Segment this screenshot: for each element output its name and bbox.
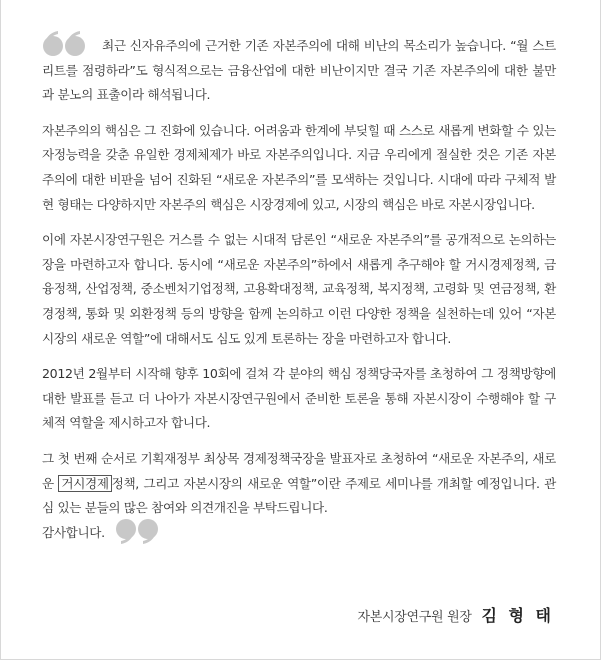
signature-block [357,603,554,626]
letter-body [42,34,556,556]
signature-title: 자본시장연구원 원장 [357,610,472,625]
paragraph-2: 자본주의의 핵심은 그 진화에 있습니다. 어려움과 한계에 부딪힐 때 스스로 새롭게 변화할 수 있는 자정능력을 갖춘 유일한 경제체제가 바로 자본주의입니다. 지금 우리에게 절실한 것은 기존 자본주의에 대한 비판을 넘어 진화된 “새로운 자본주의”를 모색하는 것입니다. 시대에 따라 구체적 발현 형태는 다양하지만 자본주의 핵심은 시장경제에 있고, 시장의 핵심은 바로 자본시장입니다. [42,122,556,212]
paragraph-3: 이에 자본시장연구원은 거스를 수 없는 시대적 담론인 “새로운 자본주의”를 공개적으로 논의하는 장을 마련하고자 합니다. 동시에 “새로운 자본주의”하에서 새롭게 추구해야 할 거시경제정책, 금융정책, 산업정책, 중소벤처기업정책, 고용확대정책, 교육정책, 복지정책, 고령화 및 연금정책, 환경정책, 통화 및 외환정책 등의 방향을 함께 논의하고 이런 다양한 정책을 실천하는데 있어 “자본시장의 새로운 역할”에 대해서도 심도 있게 토론하는 장을 마련하고자 합니다. [42,232,556,346]
paragraph-5: 그 첫 번째 순서로 기획재정부 최상목 경제정책국장을 발표자로 초청하여 “새로운 자본주의, 새로운 거시경제 정책, 그리고 자본시장의 새로운 역할”이란 주제로 세미나를 개최할 예정입니다. 관심 있는 분들의 많은 참여와 의견개진을 부탁드립니다. [42,450,556,516]
paragraph-1: 최근 신자유주의에 근거한 기존 자본주의에 대해 비난의 목소리가 높습니다. “월 스트리트를 점령하라”도 형식적으로는 금융산업에 대한 비난이지만 결국 기존 자본주의에 대한 불만과 분노의 표출이라 해석됩니다. [42,38,556,103]
close-quote-icon [113,517,159,545]
signature-name: 김 형 태 [481,606,554,625]
closing-line: 감사합니다. [42,521,556,546]
paragraph-4: 2012년 2월부터 시작해 향후 10회에 걸쳐 각 분야의 핵심 정책당국자를 초청하여 그 정책방향에 대한 발표를 듣고 더 나아가 자본시장연구원에서 준비한 토론을 통해 자본시장이 수행해야 할 구체적 역할을 제시하고자 합니다. [42,366,556,431]
highlighted-term: 거시경제 [58,475,111,492]
